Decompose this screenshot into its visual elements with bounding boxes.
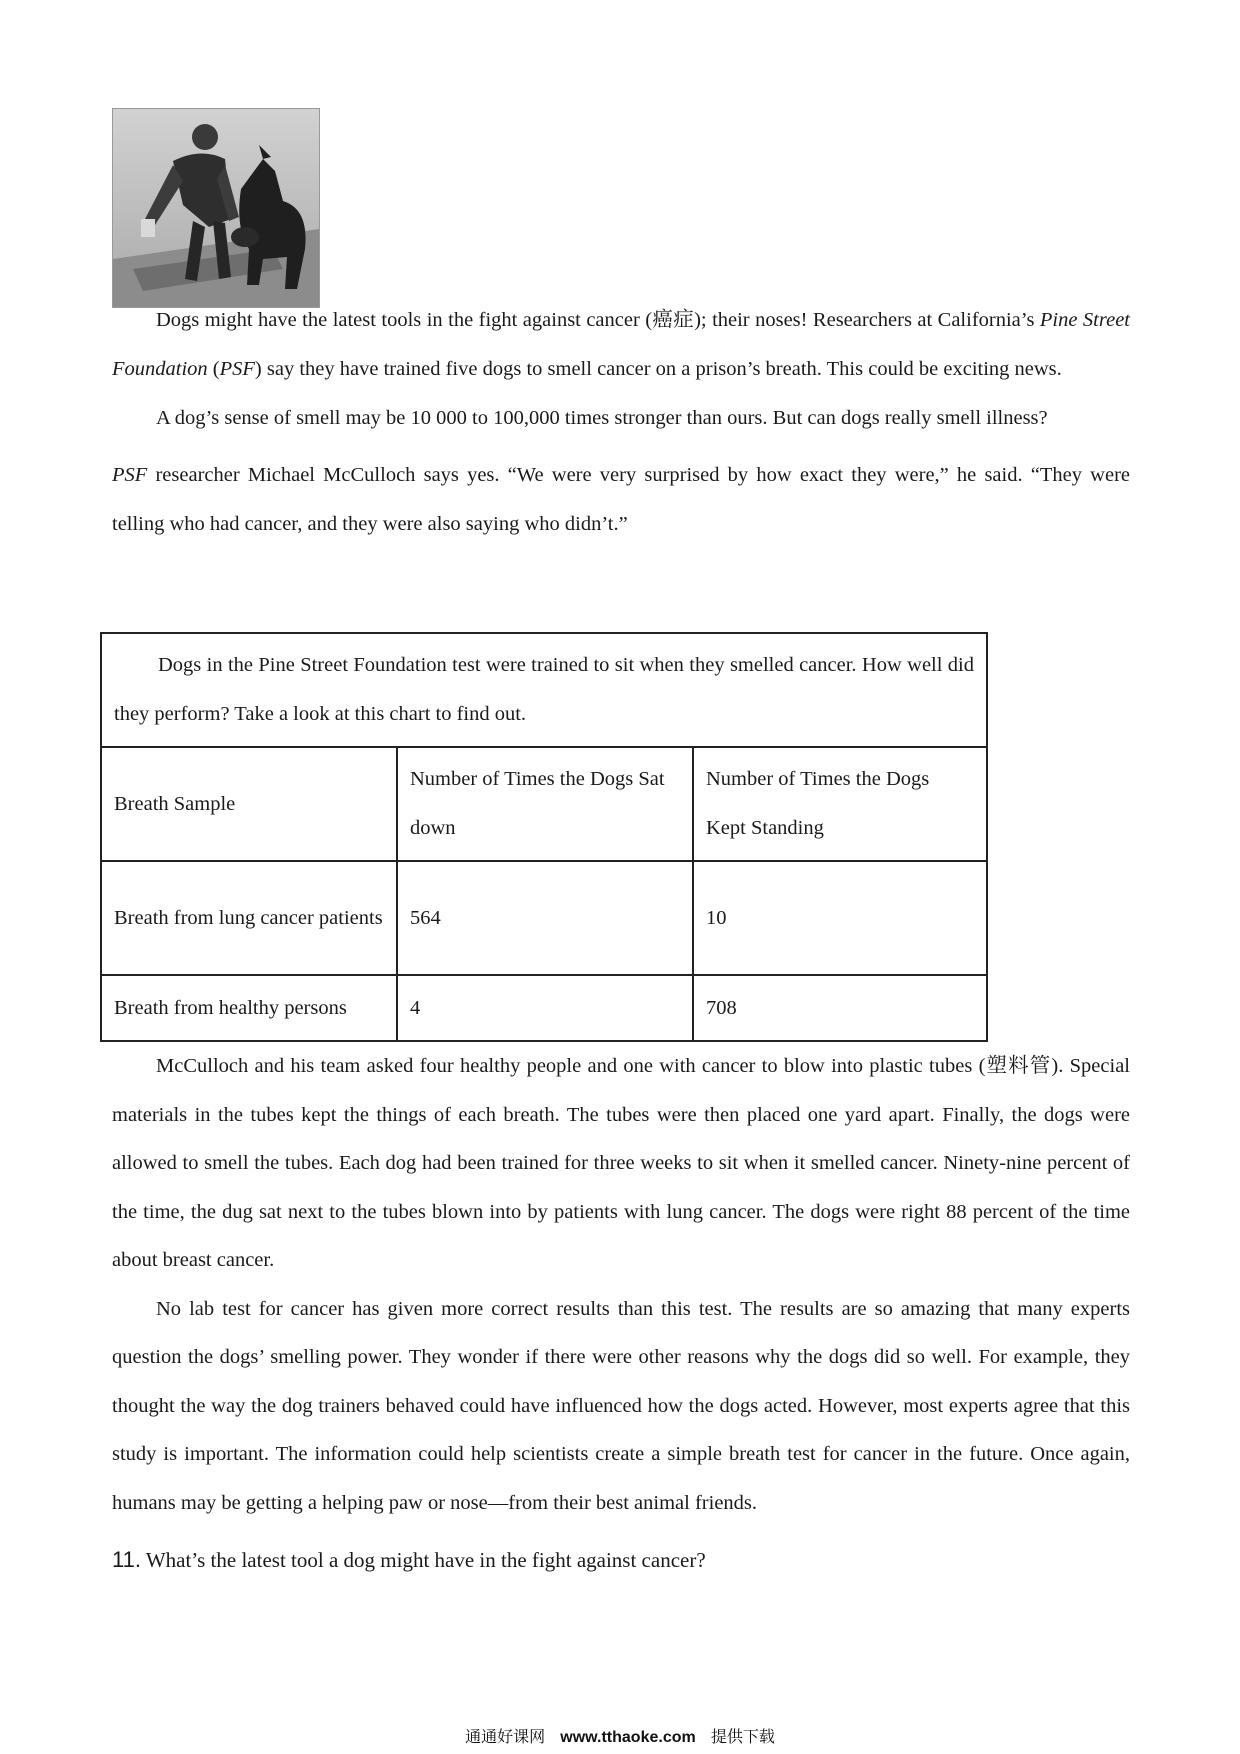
question-11 xyxy=(112,1540,706,1580)
body-paragraphs xyxy=(112,1042,1130,1527)
cell-sat: 4 xyxy=(397,975,693,1041)
table-row xyxy=(101,861,987,975)
footer-right: 提供下载 xyxy=(710,1727,775,1746)
paragraph-3 xyxy=(112,451,1130,549)
cell-sample: Breath from lung cancer patients xyxy=(101,861,397,975)
paragraph-1-text-c: ) say they have trained five dogs to smell cancer on a prison’s breath. This could be exciting news. xyxy=(254,358,1062,380)
paragraph-3-text: researcher Michael McCulloch says yes. “We were very surprised by how exact they were,” he said. “They were telling who had cancer, and they were also saying who didn’t.” xyxy=(112,464,1130,535)
table-header-row xyxy=(101,747,987,861)
footer-left: 通通好课网 xyxy=(465,1727,546,1746)
header-breath-sample: Breath Sample xyxy=(101,747,397,861)
org-name-italic: Pine Street Foundation xyxy=(112,309,1130,380)
cell-standing: 10 xyxy=(693,861,987,975)
paragraph-1-text-b: ( xyxy=(207,358,220,380)
man-and-dog-illustration xyxy=(113,109,319,307)
results-chart-table xyxy=(100,632,988,1042)
paragraph-1 xyxy=(112,296,1130,394)
question-text: What’s the latest tool a dog might have in the fight against cancer? xyxy=(145,1548,706,1572)
question-number: 11. xyxy=(112,1547,141,1572)
paragraph-4: McCulloch and his team asked four healthy people and one with cancer to blow into plastic tubes (塑料管). Special materials in the tubes kept the things of each breath. The tubes were then placed one yard apart. Finally, the dogs were allowed to smell the tubes. Each dog had been trained for three weeks to sit when it smelled cancer. Ninety-nine percent of the time, the dug sat next to the tubes blown into by patients with lung cancer. The dogs were right 88 percent of the time about breast cancer. xyxy=(112,1055,1130,1271)
cell-standing: 708 xyxy=(693,975,987,1041)
page-footer xyxy=(0,1724,1240,1747)
paragraph-5: No lab test for cancer has given more correct results than this test. The results are so amazing that many experts question the dogs’ smelling power. They wonder if there were other reasons why the dogs did so well. For example, they thought the way the dog trainers behaved could have influenced how the dogs acted. However, most experts agree that this study is important. The information could help scientists create a simple breath test for cancer in the future. Once again, humans may be getting a helping paw or nose—from their best animal friends. xyxy=(112,1297,1130,1514)
header-kept-standing: Number of Times the Dogs Kept Standing xyxy=(693,747,987,861)
cell-sample: Breath from healthy persons xyxy=(101,975,397,1041)
paragraph-1-text-a: Dogs might have the latest tools in the fight against cancer (癌症); their noses! Researchers at California’s xyxy=(156,309,1040,331)
intro-paragraphs xyxy=(112,296,1130,549)
chart-intro-cell xyxy=(101,633,987,747)
cell-sat: 564 xyxy=(397,861,693,975)
header-sat-down: Number of Times the Dogs Sat down xyxy=(397,747,693,861)
table-row xyxy=(101,975,987,1041)
article-photo xyxy=(112,108,320,308)
chart-intro-text: Dogs in the Pine Street Foundation test were trained to sit when they smelled cancer. How well did they perform? Take a look at this chart to find out. xyxy=(114,654,974,725)
psf-italic: PSF xyxy=(112,464,148,486)
paragraph-2: A dog’s sense of smell may be 10 000 to 100,000 times stronger than ours. But can dogs really smell illness? xyxy=(156,407,1048,429)
footer-site-link[interactable]: www.tthaoke.com xyxy=(560,1729,696,1746)
org-abbrev-italic: PSF xyxy=(219,358,255,380)
